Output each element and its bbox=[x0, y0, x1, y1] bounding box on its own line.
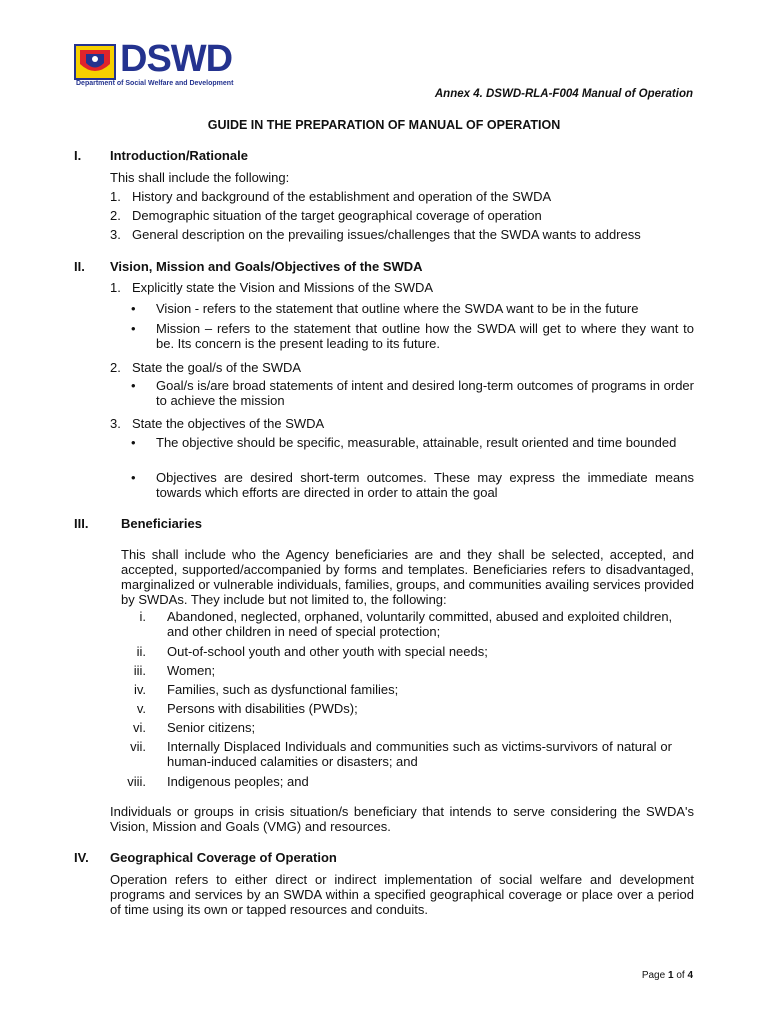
bullet-item: Goal/s is/are broad statements of intent and desired long-term outcomes of programs in order to achieve the mission bbox=[156, 378, 694, 408]
list-item: Families, such as dysfunctional families; bbox=[167, 682, 399, 697]
logo-wordmark: DSWD bbox=[120, 38, 233, 80]
section-paragraph: This shall include who the Agency beneficiaries are and they shall be selected, accepted, and accepted, supported/accompanied by forms and templates. Beneficiaries refers to disadvantaged, marginalized or vulnerable individuals, families, groups, and communities availing services provided by SWDAs. They include but not limited to, the following: bbox=[121, 547, 695, 607]
section-number: I. bbox=[74, 148, 82, 163]
list-number: iv. bbox=[133, 682, 146, 697]
list-item: Indigenous peoples; and bbox=[167, 774, 309, 789]
section-heading: Beneficiaries bbox=[121, 516, 202, 531]
list-number: v. bbox=[136, 701, 146, 716]
list-number: vii. bbox=[130, 739, 146, 754]
dswd-emblem-icon bbox=[74, 44, 116, 80]
list-number: 3. bbox=[110, 227, 121, 242]
list-item: Persons with disabilities (PWDs); bbox=[167, 701, 358, 716]
list-number: 2. bbox=[110, 360, 121, 375]
section-heading: Geographical Coverage of Operation bbox=[110, 850, 337, 865]
list-item: State the objectives of the SWDA bbox=[132, 416, 325, 431]
dswd-logo bbox=[74, 38, 249, 88]
list-number: 1. bbox=[110, 280, 121, 295]
section-intro: This shall include the following: bbox=[110, 170, 290, 185]
list-item: Senior citizens; bbox=[167, 720, 256, 735]
list-item: General description on the prevailing issues/challenges that the SWDA wants to address bbox=[132, 227, 641, 242]
page-current: 1 bbox=[667, 970, 674, 981]
list-item: State the goal/s of the SWDA bbox=[132, 360, 302, 375]
list-item: Demographic situation of the target geographical coverage of operation bbox=[132, 208, 542, 223]
list-number: 2. bbox=[110, 208, 121, 223]
list-item: Abandoned, neglected, orphaned, voluntarily committed, abused and exploited children, and other children in need of special protection; bbox=[167, 609, 673, 639]
list-item: Women; bbox=[167, 663, 216, 678]
list-item: Explicitly state the Vision and Missions of the SWDA bbox=[132, 280, 434, 295]
bullet-item: Objectives are desired short-term outcomes. These may express the immediate means towards which efforts are directed in order to attain the goal bbox=[156, 470, 694, 500]
section-heading: Introduction/Rationale bbox=[110, 148, 248, 163]
logo-subtitle: Department of Social Welfare and Development bbox=[76, 80, 234, 87]
page-label: Page bbox=[641, 970, 666, 981]
list-item: History and background of the establishment and operation of the SWDA bbox=[132, 189, 552, 204]
list-number: i. bbox=[139, 609, 146, 624]
list-number: ii. bbox=[136, 644, 146, 659]
bullet-item: Vision - refers to the statement that outline where the SWDA want to be in the future bbox=[156, 301, 639, 316]
section-paragraph: Individuals or groups in crisis situation/s beneficiary that intends to serve considering the SWDA's Vision, Mission and Goals (VMG) and resources. bbox=[110, 804, 694, 834]
page-number bbox=[642, 970, 693, 981]
bullet-glyph: • bbox=[131, 378, 136, 393]
list-item: Internally Displaced Individuals and communities such as victims-survivors of natural or human-induced calamities or disasters; and bbox=[167, 739, 672, 769]
list-number: viii. bbox=[127, 774, 146, 789]
page-of-label: of bbox=[676, 970, 685, 981]
list-number: vi. bbox=[133, 720, 146, 735]
bullet-glyph: • bbox=[131, 301, 136, 316]
bullet-item: Mission – refers to the statement that outline how the SWDA will get to where they want to be. Its concern is the present leading to its future. bbox=[156, 321, 694, 351]
section-number: II. bbox=[74, 259, 85, 274]
section-paragraph: Operation refers to either direct or indirect implementation of social welfare and development programs and services by an SWDA within a specified geographical coverage or place over a period of time using its own or tapped resources and conduits. bbox=[110, 872, 694, 917]
bullet-glyph: • bbox=[131, 470, 136, 485]
list-number: 3. bbox=[110, 416, 121, 431]
list-number: iii. bbox=[133, 663, 146, 678]
bullet-glyph: • bbox=[131, 435, 136, 450]
list-number: 1. bbox=[110, 189, 121, 204]
annex-label: Annex 4. DSWD-RLA-F004 Manual of Operation bbox=[434, 88, 693, 100]
list-item: Out-of-school youth and other youth with special needs; bbox=[167, 644, 488, 659]
section-number: IV. bbox=[74, 850, 89, 865]
section-heading: Vision, Mission and Goals/Objectives of the SWDA bbox=[110, 259, 423, 274]
bullet-glyph: • bbox=[131, 321, 136, 336]
bullet-item: The objective should be specific, measurable, attainable, result oriented and time bounded bbox=[156, 435, 677, 450]
page-total: 4 bbox=[687, 970, 693, 981]
section-number: III. bbox=[74, 516, 89, 531]
document-title: GUIDE IN THE PREPARATION OF MANUAL OF OPERATION bbox=[207, 118, 561, 132]
